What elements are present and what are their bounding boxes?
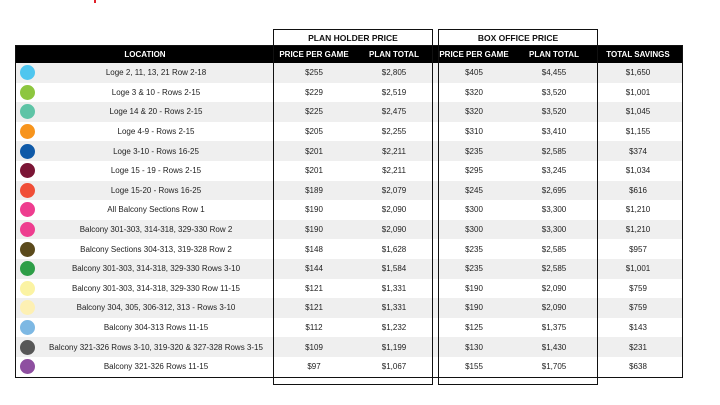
total-savings-cell: $957 <box>629 244 647 254</box>
box-office-plan-total-cell: $3,520 <box>541 107 567 117</box>
plan-holder-price-per-game-cell: $121 <box>305 303 323 313</box>
box-office-plan-total-cell: $3,300 <box>541 225 567 235</box>
box-office-price-per-game-cell: $320 <box>465 107 483 117</box>
plan-holder-price-per-game-cell: $148 <box>305 244 323 254</box>
color-swatch-cell <box>16 242 38 257</box>
location-cell: Balcony 301-303, 314-318, 329-330 Rows 3-10 <box>71 264 241 274</box>
table-header-row <box>16 46 682 63</box>
total-savings-cell: $759 <box>629 303 647 313</box>
plan-holder-price-per-game-cell: $255 <box>305 68 323 78</box>
plan-holder-price-per-game-cell: $201 <box>305 146 323 156</box>
box-office-price-per-game-cell: $190 <box>465 283 483 293</box>
box-office-price-per-game-cell: $245 <box>465 185 483 195</box>
total-savings-cell: $638 <box>629 362 647 372</box>
box-office-plan-total-cell: $1,430 <box>541 342 567 352</box>
box-office-plan-total-cell: $2,695 <box>541 185 567 195</box>
plan-holder-plan-total-cell: $2,805 <box>381 68 407 78</box>
box-office-plan-total-cell: $4,455 <box>541 68 567 78</box>
plan-holder-plan-total-cell: $1,331 <box>381 303 407 313</box>
table-row <box>16 259 682 279</box>
section-color-dot <box>20 183 35 198</box>
plan-holder-plan-total-cell: $2,090 <box>381 225 407 235</box>
color-swatch-cell <box>16 340 38 355</box>
total-savings-cell: $1,210 <box>625 205 651 215</box>
box-office-price-per-game-cell: $125 <box>465 323 483 333</box>
location-cell: All Balcony Sections Row 1 <box>107 205 205 215</box>
location-cell: Loge 3 & 10 - Rows 2-15 <box>111 87 201 97</box>
color-swatch-cell <box>16 222 38 237</box>
table-row <box>16 220 682 240</box>
box-office-price-per-game-cell: $130 <box>465 342 483 352</box>
table-row <box>16 141 682 161</box>
color-swatch-cell <box>16 183 38 198</box>
total-savings-cell: $1,210 <box>625 225 651 235</box>
column-header-total-savings: TOTAL SAVINGS <box>606 50 670 59</box>
total-savings-cell: $1,034 <box>625 166 651 176</box>
table-row <box>16 200 682 220</box>
total-savings-cell: $231 <box>629 342 647 352</box>
section-color-dot <box>20 85 35 100</box>
location-cell: Loge 4-9 - Rows 2-15 <box>117 127 195 137</box>
total-savings-cell: $759 <box>629 283 647 293</box>
column-header-box-office-price-per-game: PRICE PER GAME <box>439 50 509 59</box>
section-color-dot <box>20 222 35 237</box>
section-color-dot <box>20 261 35 276</box>
plan-holder-plan-total-cell: $1,584 <box>381 264 407 274</box>
table-row <box>16 63 682 83</box>
plan-holder-plan-total-cell: $2,090 <box>381 205 407 215</box>
section-color-dot <box>20 320 35 335</box>
section-color-dot <box>20 300 35 315</box>
plan-holder-price-per-game-cell: $97 <box>307 362 321 372</box>
plan-holder-price-header: PLAN HOLDER PRICE <box>273 29 433 46</box>
table-row <box>16 337 682 357</box>
section-color-dot <box>20 65 35 80</box>
box-office-price-per-game-cell: $300 <box>465 205 483 215</box>
box-office-price-per-game-cell: $295 <box>465 166 483 176</box>
box-office-plan-total-cell: $3,410 <box>541 127 567 137</box>
total-savings-cell: $143 <box>629 323 647 333</box>
plan-holder-price-per-game-cell: $190 <box>305 225 323 235</box>
plan-holder-plan-total-cell: $1,067 <box>381 362 407 372</box>
box-office-plan-total-cell: $2,585 <box>541 146 567 156</box>
box-office-plan-total-cell: $3,520 <box>541 87 567 97</box>
table-row <box>16 239 682 259</box>
column-header-plan-holder-price-per-game: PRICE PER GAME <box>279 50 349 59</box>
pricing-table <box>15 45 683 378</box>
plan-holder-price-per-game-cell: $109 <box>305 342 323 352</box>
section-color-dot <box>20 104 35 119</box>
box-office-plan-total-cell: $2,585 <box>541 244 567 254</box>
color-swatch-cell <box>16 163 38 178</box>
column-header-plan-holder-plan-total: PLAN TOTAL <box>369 50 419 59</box>
plan-holder-plan-total-cell: $2,211 <box>382 146 406 156</box>
total-savings-cell: $1,001 <box>625 87 651 97</box>
table-row <box>16 298 682 318</box>
box-office-plan-total-cell: $3,245 <box>541 166 567 176</box>
location-cell: Balcony Sections 304-313, 319-328 Row 2 <box>80 244 232 254</box>
plan-holder-price-per-game-cell: $121 <box>305 283 323 293</box>
total-savings-cell: $374 <box>629 146 647 156</box>
box-office-plan-total-cell: $3,300 <box>541 205 567 215</box>
box-office-price-per-game-cell: $235 <box>465 244 483 254</box>
color-swatch-cell <box>16 261 38 276</box>
section-color-dot <box>20 359 35 374</box>
plan-holder-price-per-game-cell: $190 <box>305 205 323 215</box>
plan-holder-plan-total-cell: $1,199 <box>381 342 407 352</box>
box-office-plan-total-cell: $2,090 <box>541 303 567 313</box>
box-office-price-header: BOX OFFICE PRICE <box>438 29 598 46</box>
box-office-price-per-game-cell: $190 <box>465 303 483 313</box>
plan-holder-price-per-game-cell: $229 <box>305 87 323 97</box>
location-cell: Loge 15-20 - Rows 16-25 <box>110 185 202 195</box>
box-office-plan-total-cell: $2,585 <box>541 264 567 274</box>
plan-holder-price-per-game-cell: $225 <box>305 107 323 117</box>
total-savings-cell: $616 <box>629 185 647 195</box>
section-color-dot <box>20 281 35 296</box>
box-office-price-per-game-cell: $405 <box>465 68 483 78</box>
box-office-price-per-game-cell: $235 <box>465 146 483 156</box>
plan-holder-plan-total-cell: $1,628 <box>381 244 407 254</box>
location-cell: Balcony 304, 305, 306-312, 313 - Rows 3-10 <box>76 303 236 313</box>
plan-holder-price-per-game-cell: $189 <box>305 185 323 195</box>
color-swatch-cell <box>16 85 38 100</box>
total-savings-cell: $1,650 <box>625 68 651 78</box>
location-cell: Balcony 321-326 Rows 3-10, 319-320 & 327-328 Rows 3-15 <box>49 342 263 352</box>
location-cell: Balcony 304-313 Rows 11-15 <box>103 323 209 333</box>
column-header-box-office-plan-total: PLAN TOTAL <box>529 50 579 59</box>
plan-holder-price-per-game-cell: $201 <box>305 166 323 176</box>
section-color-dot <box>20 202 35 217</box>
section-color-dot <box>20 163 35 178</box>
plan-holder-plan-total-cell: $2,079 <box>381 185 407 195</box>
column-header-location: LOCATION <box>124 50 166 59</box>
color-swatch-cell <box>16 300 38 315</box>
box-office-plan-total-cell: $1,375 <box>541 323 567 333</box>
location-cell: Balcony 301-303, 314-318, 329-330 Row 2 <box>79 225 233 235</box>
table-row <box>16 181 682 201</box>
color-swatch-cell <box>16 281 38 296</box>
color-swatch-cell <box>16 124 38 139</box>
color-swatch-cell <box>16 202 38 217</box>
total-savings-cell: $1,155 <box>625 127 651 137</box>
section-color-dot <box>20 144 35 159</box>
color-swatch-cell <box>16 320 38 335</box>
color-swatch-cell <box>16 104 38 119</box>
plan-holder-price-per-game-cell: $144 <box>305 264 323 274</box>
location-cell: Balcony 301-303, 314-318, 329-330 Row 11-15 <box>72 283 240 293</box>
color-swatch-cell <box>16 359 38 374</box>
box-office-price-per-game-cell: $320 <box>465 87 483 97</box>
location-cell: Balcony 321-326 Rows 11-15 <box>103 362 209 372</box>
plan-holder-price-per-game-cell: $112 <box>305 323 323 333</box>
color-swatch-cell <box>16 65 38 80</box>
color-swatch-cell <box>16 144 38 159</box>
table-row <box>16 102 682 122</box>
total-savings-cell: $1,045 <box>625 107 651 117</box>
table-row <box>16 122 682 142</box>
location-cell: Loge 14 & 20 - Rows 2-15 <box>109 107 203 117</box>
plan-holder-plan-total-cell: $2,519 <box>381 87 407 97</box>
table-body <box>16 63 682 377</box>
box-office-plan-total-cell: $2,090 <box>541 283 567 293</box>
plan-holder-price-per-game-cell: $205 <box>305 127 323 137</box>
plan-holder-plan-total-cell: $2,211 <box>382 166 406 176</box>
table-row <box>16 161 682 181</box>
table-row <box>16 83 682 103</box>
total-savings-cell: $1,001 <box>625 264 651 274</box>
box-office-price-per-game-cell: $235 <box>465 264 483 274</box>
red-corner-mark <box>94 0 96 3</box>
box-office-price-per-game-cell: $155 <box>465 362 483 372</box>
section-color-dot <box>20 340 35 355</box>
location-cell: Loge 15 - 19 - Rows 2-15 <box>110 166 202 176</box>
location-cell: Loge 3-10 - Rows 16-25 <box>113 146 199 156</box>
box-office-price-per-game-cell: $310 <box>465 127 483 137</box>
table-row <box>16 318 682 338</box>
box-office-plan-total-cell: $1,705 <box>541 362 567 372</box>
plan-holder-plan-total-cell: $2,475 <box>381 107 407 117</box>
section-color-dot <box>20 124 35 139</box>
section-color-dot <box>20 242 35 257</box>
plan-holder-plan-total-cell: $1,232 <box>381 323 407 333</box>
plan-holder-plan-total-cell: $1,331 <box>381 283 407 293</box>
box-office-price-per-game-cell: $300 <box>465 225 483 235</box>
table-row <box>16 279 682 299</box>
table-row <box>16 357 682 377</box>
location-cell: Loge 2, 11, 13, 21 Row 2-18 <box>105 68 207 78</box>
plan-holder-plan-total-cell: $2,255 <box>381 127 407 137</box>
